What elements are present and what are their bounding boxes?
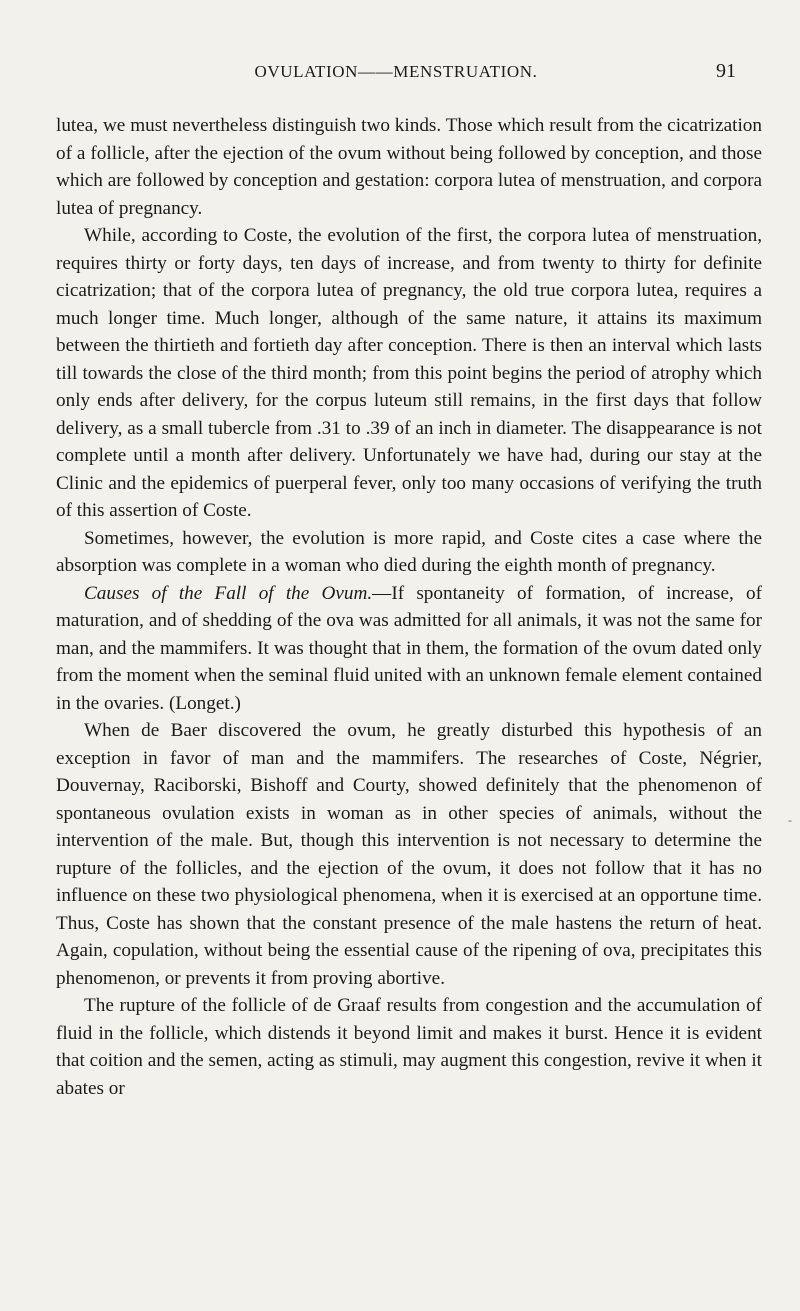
paragraph-continuation: lutea, we must nevertheless distinguish two kinds. Those which result from the cicatrization of a follicle, after the ejection of the ovum without being followed by conception, and those which are followed by conception and gestation: corpora lutea of menstruation, and corpora lutea of pregnancy.: [56, 115, 762, 219]
paragraph-rupture: The rupture of the follicle of de Graaf results from congestion and the accumulation of fluid in the follicle, which distends it beyond limit and makes it burst. Hence it is evident that coition and the semen, acting as stimuli, may augment this congestion, revive it when it abates or: [56, 995, 762, 1099]
paragraph-causes: [56, 580, 762, 718]
paragraph-causes-text: —If spontaneity of formation, of increase, of maturation, and of shedding of the ova was admitted for all animals, it was not the same for man, and the mammifers. It was thought that in them, the formation of the ovum dated only from the moment when the seminal fluid united with an unknown female element contained in the ovaries. (Longet.): [56, 582, 763, 714]
body-text: [56, 112, 762, 1102]
running-head: [56, 62, 736, 90]
paragraph-coste-evolution: While, according to Coste, the evolution of the first, the corpora lutea of menstruation, requires thirty or forty days, ten days of increase, and from twenty to thirty for definite cicatrization; that of the corpora lutea of pregnancy, the old true corpora lutea, requires a much longer time. Much longer, although of the same nature, it attains its maximum between the thirtieth and fortieth day after conception. There is then an interval which lasts till towards the close of the third month; from this point begins the period of atrophy which only ends after delivery, for the corpus luteum still remains, in the first days that follow delivery, as a small tubercle from .31 to .39 of an inch in diameter. The disappearance is not complete until a month after delivery. Unfortunately we have had, during our stay at the Clinic and the epidemics of puerperal fever, only too many occasions of verifying the truth of this assertion of Coste.: [56, 225, 762, 521]
running-title: OVULATION——MENSTRUATION.: [254, 62, 538, 81]
paragraph-rapid-evolution: Sometimes, however, the evolution is more rapid, and Coste cites a case where the absorption was complete in a woman who died during the eighth month of pregnancy.: [56, 527, 762, 576]
margin-mark: -: [788, 813, 792, 827]
paragraph-de-baer: When de Baer discovered the ovum, he greatly disturbed this hypothesis of an exception in favor of man and the mammifers. The researches of Coste, Négrier, Douvernay, Raciborski, Bishoff and Courty, showed definitely that the phenomenon of spontaneous ovulation exists in woman as in other species of animals, without the intervention of the male. But, though this intervention is not necessary to determine the rupture of the follicles, and the ejection of the ovum, it does not follow that it has no influence on these two physiological phenomena, when it is exercised at an opportune time. Thus, Coste has shown that the constant presence of the male hastens the return of heat. Again, copulation, without being the essential cause of the ripening of ova, precipitates this phenomenon, or prevents it from proving abortive.: [56, 720, 762, 989]
page-number: 91: [716, 60, 736, 82]
section-heading: Causes of the Fall of the Ovum.: [84, 582, 373, 604]
